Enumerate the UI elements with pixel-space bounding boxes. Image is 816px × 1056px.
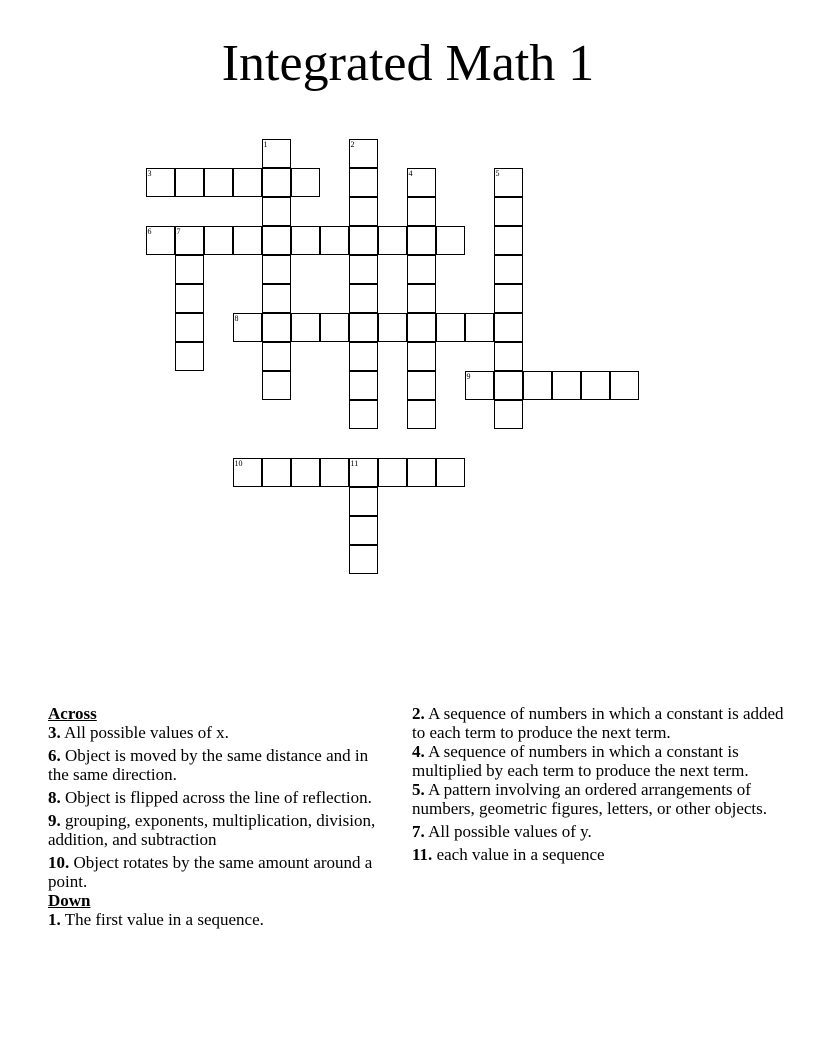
clue-across-3: 3. All possible values of x. xyxy=(48,723,229,742)
grid-cell[interactable] xyxy=(262,197,291,226)
grid-cell[interactable] xyxy=(407,313,436,342)
grid-cell[interactable] xyxy=(291,313,320,342)
grid-cell[interactable] xyxy=(349,284,378,313)
clue-number: 7 xyxy=(176,226,181,236)
clue-number: 5 xyxy=(495,168,500,178)
grid-cell[interactable] xyxy=(262,371,291,400)
clues-left-column xyxy=(48,704,380,929)
grid-cell[interactable] xyxy=(581,371,610,400)
grid-cell[interactable] xyxy=(494,400,523,429)
grid-cell[interactable] xyxy=(349,342,378,371)
grid-cell[interactable] xyxy=(407,400,436,429)
grid-cell[interactable] xyxy=(407,458,436,487)
grid-cell[interactable] xyxy=(494,284,523,313)
grid-cell[interactable] xyxy=(349,313,378,342)
grid-cell[interactable] xyxy=(436,458,465,487)
grid-cell[interactable] xyxy=(494,255,523,284)
grid-cell[interactable] xyxy=(175,226,204,255)
grid-cell[interactable] xyxy=(262,313,291,342)
grid-cell[interactable] xyxy=(262,284,291,313)
grid-cell[interactable] xyxy=(233,226,262,255)
grid-cell[interactable] xyxy=(378,458,407,487)
grid-cell[interactable] xyxy=(494,168,523,197)
grid-cell[interactable] xyxy=(291,458,320,487)
grid-cell[interactable] xyxy=(262,342,291,371)
clue-across-9: 9. grouping, exponents, multiplication, division, addition, and subtraction xyxy=(48,811,376,849)
grid-cell[interactable] xyxy=(407,197,436,226)
clue-number: 4 xyxy=(408,168,413,178)
grid-cell[interactable] xyxy=(146,226,175,255)
clue-number: 6 xyxy=(147,226,152,236)
clue-down-1: 1. The first value in a sequence. xyxy=(48,910,264,929)
grid-cell[interactable] xyxy=(407,342,436,371)
grid-cell[interactable] xyxy=(175,168,204,197)
clue-number: 11 xyxy=(350,458,359,468)
grid-cell[interactable] xyxy=(349,545,378,574)
grid-cell[interactable] xyxy=(436,226,465,255)
grid-cell[interactable] xyxy=(349,226,378,255)
grid-cell[interactable] xyxy=(262,139,291,168)
grid-cell[interactable] xyxy=(349,255,378,284)
across-heading: Across xyxy=(48,704,97,723)
grid-cell[interactable] xyxy=(175,284,204,313)
clue-across-6: 6. Object is moved by the same distance and in the same direction. xyxy=(48,746,369,784)
page-title: Integrated Math 1 xyxy=(221,35,595,92)
clue-number: 2 xyxy=(350,139,355,149)
grid-cell[interactable] xyxy=(349,139,378,168)
grid-cell[interactable] xyxy=(320,458,349,487)
grid-cell[interactable] xyxy=(610,371,639,400)
grid-cell[interactable] xyxy=(349,487,378,516)
grid-cell[interactable] xyxy=(523,371,552,400)
grid-cell[interactable] xyxy=(349,197,378,226)
grid-cell[interactable] xyxy=(262,226,291,255)
grid-cell[interactable] xyxy=(146,168,175,197)
grid-cell[interactable] xyxy=(349,400,378,429)
clue-down-7: 7. All possible values of y. xyxy=(412,822,592,841)
grid-cell[interactable] xyxy=(465,371,494,400)
grid-cell[interactable] xyxy=(349,458,378,487)
grid-cell[interactable] xyxy=(262,458,291,487)
grid-cell[interactable] xyxy=(262,255,291,284)
clue-down-4: 4. A sequence of numbers in which a constant is multiplied by each term to produce the next term. xyxy=(412,742,749,780)
grid-cell[interactable] xyxy=(378,313,407,342)
grid-cell[interactable] xyxy=(204,168,233,197)
grid-cell[interactable] xyxy=(291,168,320,197)
grid-cell[interactable] xyxy=(175,255,204,284)
grid-cell[interactable] xyxy=(233,458,262,487)
clue-down-2: 2. A sequence of numbers in which a constant is added to each term to produce the next term. xyxy=(412,704,784,742)
clue-number: 9 xyxy=(466,371,471,381)
grid-cell[interactable] xyxy=(291,226,320,255)
clue-down-5: 5. A pattern involving an ordered arrangements of numbers, geometric figures, letters, or other objects. xyxy=(412,780,767,818)
grid-cell[interactable] xyxy=(436,313,465,342)
grid-cell[interactable] xyxy=(349,371,378,400)
grid-cell[interactable] xyxy=(407,168,436,197)
grid-cell[interactable] xyxy=(407,371,436,400)
grid-cell[interactable] xyxy=(233,313,262,342)
clue-across-10: 10. Object rotates by the same amount around a point. xyxy=(48,853,373,891)
clue-down-11: 11. each value in a sequence xyxy=(412,845,605,864)
grid-cell[interactable] xyxy=(204,226,233,255)
clue-number: 8 xyxy=(234,313,239,323)
grid-cell[interactable] xyxy=(320,226,349,255)
grid-cell[interactable] xyxy=(233,168,262,197)
clue-number: 10 xyxy=(234,458,243,468)
grid-cell[interactable] xyxy=(494,226,523,255)
grid-cell[interactable] xyxy=(552,371,581,400)
grid-cell[interactable] xyxy=(378,226,407,255)
grid-cell[interactable] xyxy=(494,313,523,342)
grid-cell[interactable] xyxy=(407,284,436,313)
grid-cell[interactable] xyxy=(407,255,436,284)
grid-cell[interactable] xyxy=(262,168,291,197)
grid-cell[interactable] xyxy=(175,313,204,342)
clue-number: 1 xyxy=(263,139,268,149)
grid-cell[interactable] xyxy=(349,168,378,197)
grid-cell[interactable] xyxy=(494,342,523,371)
clue-number: 3 xyxy=(147,168,152,178)
grid-cell[interactable] xyxy=(175,342,204,371)
grid-cell[interactable] xyxy=(494,371,523,400)
down-heading: Down xyxy=(48,891,91,910)
grid-cell[interactable] xyxy=(320,313,349,342)
grid-cell[interactable] xyxy=(349,516,378,545)
clue-across-8: 8. Object is flipped across the line of reflection. xyxy=(48,788,372,807)
grid-cell[interactable] xyxy=(407,226,436,255)
grid-cell[interactable] xyxy=(465,313,494,342)
grid-cell[interactable] xyxy=(494,197,523,226)
clues-right-column xyxy=(412,704,784,864)
